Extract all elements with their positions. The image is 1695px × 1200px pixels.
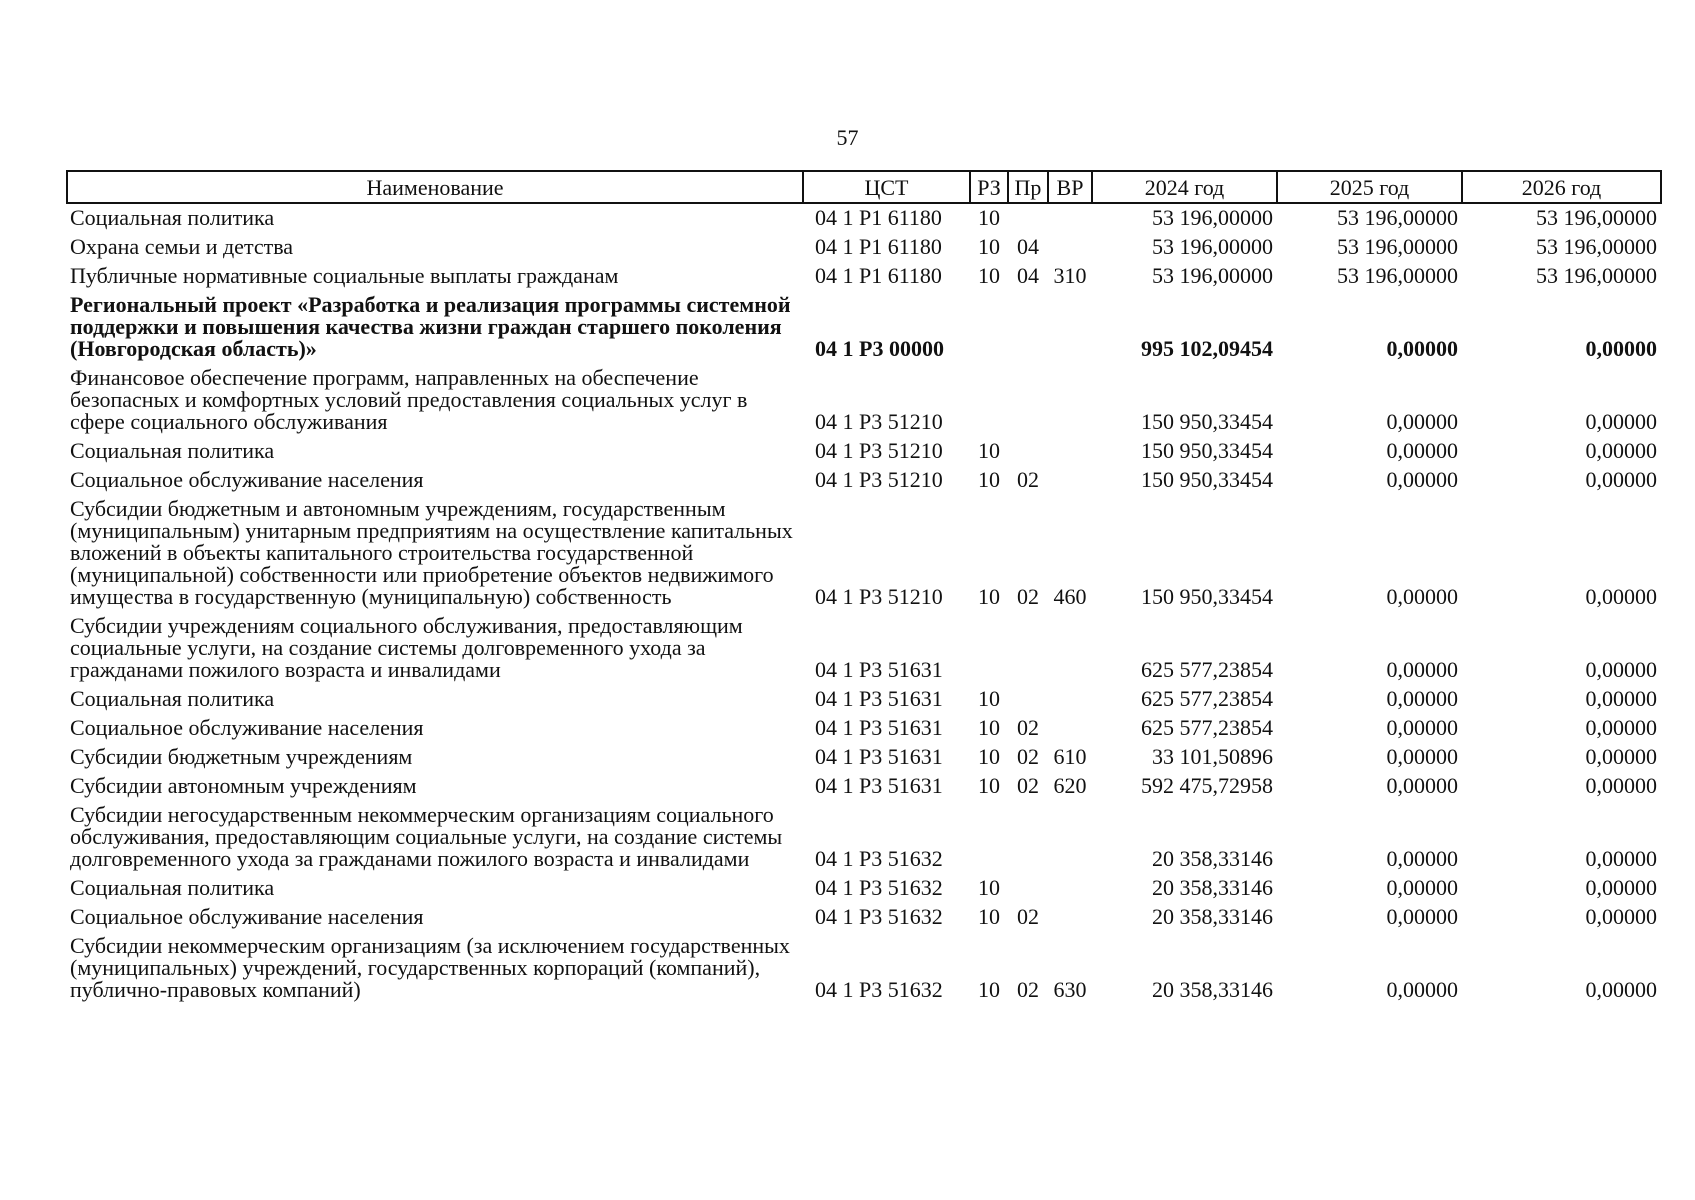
row-name: Социальное обслуживание населения <box>70 904 424 929</box>
row-pr <box>1008 203 1048 233</box>
row-amount-2025: 0,00000 <box>1386 875 1458 900</box>
table-row <box>67 874 1661 903</box>
row-amount-2024: 150 950,33454 <box>1141 409 1273 434</box>
row-vr <box>1048 612 1092 685</box>
row-amount-2025: 0,00000 <box>1386 977 1458 1002</box>
row-amount-2026: 53 196,00000 <box>1536 205 1657 230</box>
row-pr <box>1008 801 1048 874</box>
row-amount-2026: 0,00000 <box>1585 438 1657 463</box>
row-pr: 02 <box>1017 744 1039 769</box>
header-name: Наименование <box>67 171 803 203</box>
row-rz <box>970 291 1008 364</box>
table-row <box>67 466 1661 495</box>
row-rz: 10 <box>978 234 1000 259</box>
row-amount-2025: 0,00000 <box>1386 467 1458 492</box>
row-name: Социальная политика <box>70 438 275 463</box>
table-header-row <box>67 171 1661 203</box>
row-amount-2024: 625 577,23854 <box>1141 686 1273 711</box>
row-amount-2025: 0,00000 <box>1386 657 1458 682</box>
table-row <box>67 291 1661 364</box>
row-cst: 04 1 P1 61180 <box>815 234 942 259</box>
table-row <box>67 612 1661 685</box>
header-2026: 2026 год <box>1462 171 1661 203</box>
row-amount-2026: 0,00000 <box>1585 409 1657 434</box>
row-amount-2026: 0,00000 <box>1585 467 1657 492</box>
row-rz: 10 <box>978 584 1000 609</box>
row-vr <box>1048 233 1092 262</box>
table-row <box>67 801 1661 874</box>
row-rz: 10 <box>978 744 1000 769</box>
header-2025: 2025 год <box>1277 171 1462 203</box>
row-name: Субсидии бюджетным учреждениям <box>70 744 413 769</box>
header-vr: ВР <box>1048 171 1092 203</box>
table-row <box>67 233 1661 262</box>
row-amount-2024: 995 102,09454 <box>1141 336 1273 361</box>
row-amount-2026: 0,00000 <box>1585 584 1657 609</box>
row-cst: 04 1 P3 51631 <box>815 773 943 798</box>
row-amount-2025: 0,00000 <box>1386 584 1458 609</box>
row-amount-2026: 0,00000 <box>1585 904 1657 929</box>
row-vr <box>1048 801 1092 874</box>
table-row <box>67 772 1661 801</box>
row-vr <box>1048 903 1092 932</box>
row-vr: 630 <box>1053 977 1087 1002</box>
row-amount-2026: 53 196,00000 <box>1536 263 1657 288</box>
row-pr: 02 <box>1017 977 1039 1002</box>
row-cst: 04 1 P1 61180 <box>815 205 942 230</box>
row-amount-2024: 150 950,33454 <box>1141 584 1273 609</box>
row-amount-2025: 0,00000 <box>1386 846 1458 871</box>
table-row <box>67 685 1661 714</box>
row-amount-2026: 0,00000 <box>1585 715 1657 740</box>
row-name: Публичные нормативные социальные выплаты гражданам <box>70 263 619 288</box>
row-rz: 10 <box>978 715 1000 740</box>
row-name: Охрана семьи и детства <box>70 234 294 259</box>
row-amount-2025: 53 196,00000 <box>1337 263 1458 288</box>
row-vr <box>1048 437 1092 466</box>
row-amount-2025: 0,00000 <box>1386 438 1458 463</box>
row-amount-2025: 53 196,00000 <box>1337 205 1458 230</box>
row-cst: 04 1 P3 51632 <box>815 846 943 871</box>
table-row <box>67 903 1661 932</box>
row-amount-2026: 0,00000 <box>1585 846 1657 871</box>
row-cst: 04 1 P3 51210 <box>815 438 943 463</box>
table-row <box>67 262 1661 291</box>
row-pr <box>1008 437 1048 466</box>
table-row <box>67 437 1661 466</box>
row-amount-2024: 20 358,33146 <box>1152 875 1273 900</box>
row-name: Субсидии учреждениям социального обслуживания, предоставляющим социальные услуги, на создание системы долговременного ухода за гражданами пожилого возраста и инвалидами <box>70 613 743 682</box>
row-rz: 10 <box>978 977 1000 1002</box>
row-rz <box>970 612 1008 685</box>
page-number: 57 <box>836 125 859 150</box>
row-name: Субсидии негосударственным некоммерческим организациям социального обслуживания, предоставляющим социальные услуги, на создание системы долговременного ухода за гражданами пожилого возраста и инвалидами <box>70 802 783 871</box>
row-vr <box>1048 466 1092 495</box>
row-amount-2025: 0,00000 <box>1386 409 1458 434</box>
row-rz: 10 <box>978 773 1000 798</box>
header-rz: РЗ <box>970 171 1008 203</box>
row-cst: 04 1 P3 51632 <box>815 904 943 929</box>
row-cst: 04 1 P1 61180 <box>815 263 942 288</box>
row-amount-2025: 0,00000 <box>1386 715 1458 740</box>
budget-table <box>66 170 1662 1005</box>
row-name: Социальное обслуживание населения <box>70 467 424 492</box>
row-pr <box>1008 874 1048 903</box>
row-pr <box>1008 364 1048 437</box>
row-amount-2024: 150 950,33454 <box>1141 438 1273 463</box>
row-amount-2026: 0,00000 <box>1585 875 1657 900</box>
row-pr: 02 <box>1017 773 1039 798</box>
row-rz: 10 <box>978 467 1000 492</box>
table-row <box>67 743 1661 772</box>
row-amount-2025: 0,00000 <box>1386 336 1458 361</box>
row-name: Региональный проект «Разработка и реализация программы системной поддержки и повышения качества жизни граждан старшего поколения (Новгородская область)» <box>70 292 791 361</box>
table-row <box>67 932 1661 1005</box>
row-name: Социальная политика <box>70 686 275 711</box>
row-amount-2026: 0,00000 <box>1585 686 1657 711</box>
row-name: Социальная политика <box>70 205 275 230</box>
row-amount-2024: 20 358,33146 <box>1152 846 1273 871</box>
row-pr: 04 <box>1017 234 1039 259</box>
row-vr <box>1048 291 1092 364</box>
row-amount-2026: 0,00000 <box>1585 657 1657 682</box>
row-name: Социальная политика <box>70 875 275 900</box>
row-pr: 04 <box>1017 263 1039 288</box>
table-row <box>67 364 1661 437</box>
header-pr: Пр <box>1008 171 1048 203</box>
row-amount-2026: 0,00000 <box>1585 977 1657 1002</box>
row-rz <box>970 801 1008 874</box>
row-amount-2024: 625 577,23854 <box>1141 657 1273 682</box>
row-vr <box>1048 685 1092 714</box>
row-pr: 02 <box>1017 584 1039 609</box>
row-amount-2024: 53 196,00000 <box>1152 205 1273 230</box>
row-rz: 10 <box>978 904 1000 929</box>
row-rz: 10 <box>978 686 1000 711</box>
row-vr <box>1048 364 1092 437</box>
row-amount-2026: 0,00000 <box>1585 336 1657 361</box>
row-amount-2024: 625 577,23854 <box>1141 715 1273 740</box>
row-pr <box>1008 291 1048 364</box>
table-body <box>67 203 1661 1005</box>
row-amount-2026: 53 196,00000 <box>1536 234 1657 259</box>
row-vr: 460 <box>1053 584 1087 609</box>
row-cst: 04 1 P3 51632 <box>815 977 943 1002</box>
row-amount-2024: 53 196,00000 <box>1152 263 1273 288</box>
row-cst: 04 1 P3 51632 <box>815 875 943 900</box>
row-cst: 04 1 P3 51631 <box>815 686 943 711</box>
row-amount-2025: 53 196,00000 <box>1337 234 1458 259</box>
row-name: Финансовое обеспечение программ, направленных на обеспечение безопасных и комфортных условий предоставления социальных услуг в сфере социального обслуживания <box>70 365 748 434</box>
table-row <box>67 495 1661 612</box>
row-pr <box>1008 612 1048 685</box>
row-amount-2024: 150 950,33454 <box>1141 467 1273 492</box>
row-cst: 04 1 P3 51631 <box>815 715 943 740</box>
row-cst: 04 1 P3 51210 <box>815 409 943 434</box>
header-2024: 2024 год <box>1092 171 1277 203</box>
row-name: Субсидии автономным учреждениям <box>70 773 417 798</box>
row-amount-2025: 0,00000 <box>1386 744 1458 769</box>
row-cst: 04 1 P3 51631 <box>815 744 943 769</box>
row-cst: 04 1 P3 51210 <box>815 467 943 492</box>
row-name: Субсидии бюджетным и автономным учреждениям, государственным (муниципальным) унитарным предприятиям на осуществление капитальных вложений в объекты капитального строительства государственной (муниципальной) собственности или приобретение объектов недвижимого имущества в государственную (муниципальную) собственность <box>70 496 793 609</box>
row-vr <box>1048 714 1092 743</box>
row-rz: 10 <box>978 205 1000 230</box>
row-pr: 02 <box>1017 904 1039 929</box>
row-vr: 610 <box>1053 744 1087 769</box>
row-cst: 04 1 P3 51631 <box>815 657 943 682</box>
row-amount-2024: 33 101,50896 <box>1152 744 1273 769</box>
row-cst: 04 1 P3 51210 <box>815 584 943 609</box>
row-amount-2026: 0,00000 <box>1585 744 1657 769</box>
row-vr: 620 <box>1053 773 1087 798</box>
row-rz: 10 <box>978 875 1000 900</box>
row-amount-2024: 20 358,33146 <box>1152 977 1273 1002</box>
row-pr: 02 <box>1017 467 1039 492</box>
row-amount-2025: 0,00000 <box>1386 686 1458 711</box>
table-row <box>67 203 1661 233</box>
row-amount-2024: 53 196,00000 <box>1152 234 1273 259</box>
header-cst: ЦСТ <box>803 171 970 203</box>
row-rz: 10 <box>978 263 1000 288</box>
row-pr: 02 <box>1017 715 1039 740</box>
row-vr <box>1048 203 1092 233</box>
row-amount-2025: 0,00000 <box>1386 773 1458 798</box>
row-vr: 310 <box>1053 263 1087 288</box>
row-pr <box>1008 685 1048 714</box>
row-amount-2024: 592 475,72958 <box>1141 773 1273 798</box>
row-amount-2024: 20 358,33146 <box>1152 904 1273 929</box>
table-row <box>67 714 1661 743</box>
row-amount-2025: 0,00000 <box>1386 904 1458 929</box>
row-amount-2026: 0,00000 <box>1585 773 1657 798</box>
row-rz <box>970 364 1008 437</box>
row-vr <box>1048 874 1092 903</box>
row-rz: 10 <box>978 438 1000 463</box>
row-name: Социальное обслуживание населения <box>70 715 424 740</box>
row-name: Субсидии некоммерческим организациям (за исключением государственных (муниципальных) учреждений, государственных корпораций (компаний), публично-правовых компаний) <box>70 933 790 1002</box>
row-cst: 04 1 P3 00000 <box>815 336 944 361</box>
